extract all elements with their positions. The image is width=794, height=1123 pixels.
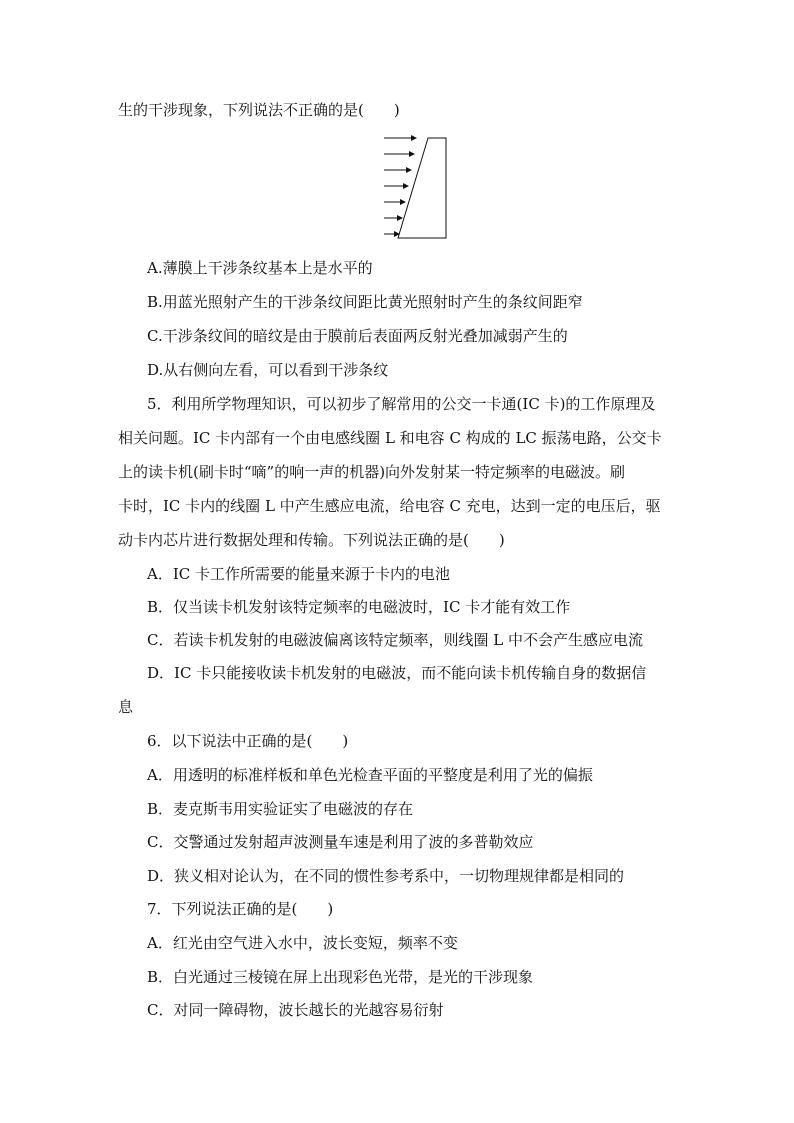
q5-option-b: B．仅当读卡机发射该特定频率的电磁波时，IC 卡才能有效工作 <box>147 598 571 616</box>
q4-stem-tail: 生的干涉现象，下列说法不正确的是( ) <box>118 101 400 119</box>
q6-stem: 6．以下说法中正确的是( ) <box>147 732 349 750</box>
wedge-film <box>398 138 446 238</box>
incident-light-arrows <box>384 138 416 234</box>
q5-option-d: D．IC 卡只能接收读卡机发射的电磁波，而不能向读卡机传输自身的数据信 <box>147 664 647 682</box>
wedge-film-figure <box>380 128 452 243</box>
q7-option-c: C．对同一障碍物，波长越长的光越容易衍射 <box>147 1001 444 1019</box>
q5-option-d-cont: 息 <box>118 698 134 716</box>
q4-option-b: B.用蓝光照射产生的干涉条纹间距比黄光照射时产生的条纹间距窄 <box>147 293 583 311</box>
q6-option-c: C．交警通过发射超声波测量车速是利用了波的多普勒效应 <box>147 833 534 851</box>
q5-option-c: C．若读卡机发射的电磁波偏离该特定频率，则线圈 L 中不会产生感应电流 <box>147 631 643 649</box>
q5-stem-line-4: 卡时，IC 卡内的线圈 L 中产生感应电流，给电容 C 充电，达到一定的电压后，驱 <box>118 497 661 515</box>
q7-option-a: A．红光由空气进入水中，波长变短，频率不变 <box>147 934 458 952</box>
q4-option-a: A.薄膜上干涉条纹基本上是水平的 <box>147 259 373 277</box>
q5-stem-line-1: 5．利用所学物理知识，可以初步了解常用的公交一卡通(IC 卡)的工作原理及 <box>147 395 656 413</box>
q6-option-a: A．用透明的标准样板和单色光检查平面的平整度是利用了光的偏振 <box>147 766 593 784</box>
q5-stem-line-5: 动卡内芯片进行数据处理和传输。下列说法正确的是( ) <box>118 531 505 549</box>
q7-option-b: B．白光通过三棱镜在屏上出现彩色光带，是光的干涉现象 <box>147 968 534 986</box>
q5-option-a: A．IC 卡工作所需要的能量来源于卡内的电池 <box>147 565 451 583</box>
q5-stem-line-3: 上的读卡机(刷卡时“嘀”的响一声的机器)向外发射某一特定频率的电磁波。刷 <box>118 463 626 481</box>
q7-stem: 7．下列说法正确的是( ) <box>147 900 334 918</box>
q6-option-b: B．麦克斯韦用实验证实了电磁波的存在 <box>147 800 414 818</box>
q5-stem-line-2: 相关问题。IC 卡内部有一个由电感线圈 L 和电容 C 构成的 LC 振荡电路，公交卡 <box>118 429 662 447</box>
q6-option-d: D．狭义相对论认为，在不同的惯性参考系中，一切物理规律都是相同的 <box>147 867 625 885</box>
q4-option-c: C.干涉条纹间的暗纹是由于膜前后表面两反射光叠加减弱产生的 <box>147 327 568 345</box>
q4-option-d: D.从右侧向左看，可以看到干涉条纹 <box>147 361 389 379</box>
